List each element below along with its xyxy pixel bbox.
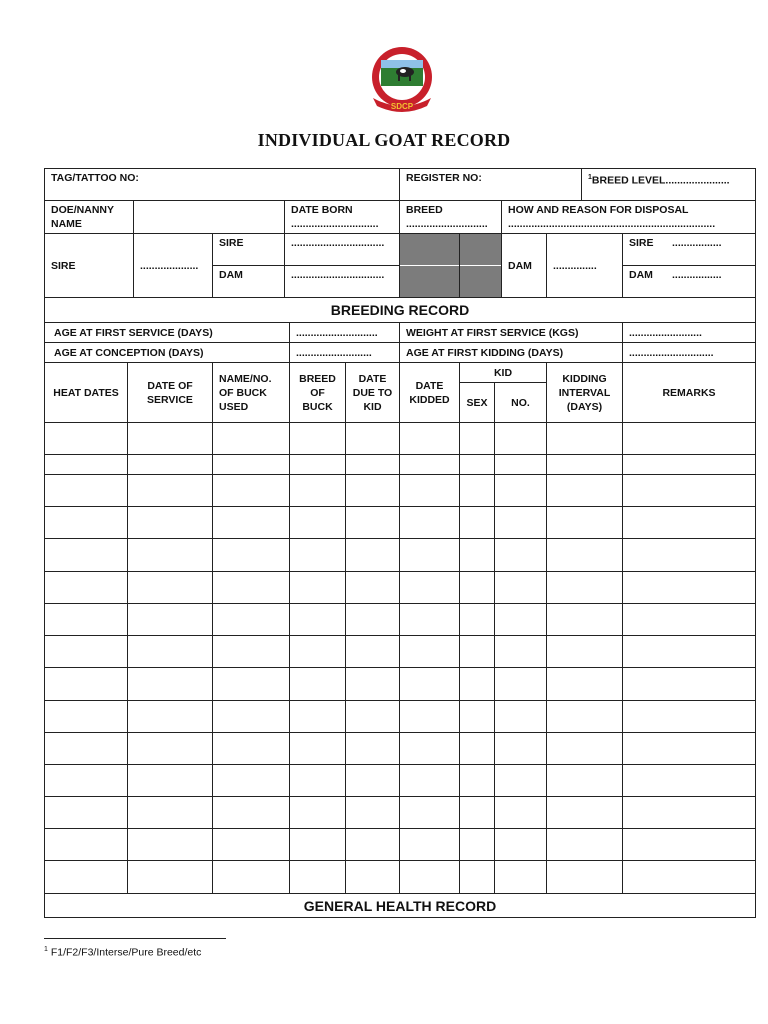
age-first-kidding-label: AGE AT FIRST KIDDING (DAYS) — [406, 346, 564, 359]
age-first-service-value[interactable]: ............................ — [296, 326, 378, 339]
page-title: INDIVIDUAL GOAT RECORD — [257, 130, 511, 150]
col-kid: KID — [493, 366, 513, 379]
date-born-label: DATE BORN — [291, 204, 353, 216]
shaded-cell — [460, 234, 501, 265]
age-conception-label: AGE AT CONCEPTION (DAYS) — [54, 346, 204, 359]
footnote-rule — [44, 938, 226, 939]
breed-level-field[interactable] — [582, 169, 755, 200]
col-name-of-buck: NAME/NO. OF BUCK USED — [219, 372, 272, 413]
col-breed-of-buck: BREED OF BUCK — [299, 372, 336, 413]
sire-dam-value[interactable]: ................................ — [291, 269, 385, 281]
footnote — [44, 946, 201, 959]
col-kid-sex: SEX — [466, 396, 488, 409]
doe-nanny-name-label: DOE/NANNY NAME — [51, 204, 114, 230]
breed-dots: ............................ — [406, 218, 488, 230]
col-heat-dates: HEAT DATES — [53, 386, 119, 399]
sire-sire-value[interactable]: ................................ — [291, 237, 385, 249]
dam-dam-label: DAM — [629, 269, 653, 281]
breed-level-label: BREED LEVEL...................... — [591, 174, 730, 187]
date-born-field[interactable] — [285, 201, 399, 233]
dam-label: DAM — [508, 259, 532, 272]
disposal-field[interactable] — [502, 201, 755, 233]
register-no-label: REGISTER NO: — [406, 172, 482, 184]
dam-value[interactable]: ............... — [553, 259, 597, 272]
breed-level-footnote-mark: 1 — [588, 174, 592, 181]
age-conception-value[interactable]: .......................... — [296, 346, 372, 359]
shaded-cell — [400, 266, 459, 297]
col-date-due-to-kid: DATE DUE TO KID — [352, 372, 393, 413]
tag-tattoo-field[interactable] — [45, 169, 399, 200]
shaded-cell — [400, 234, 459, 265]
sire-label: SIRE — [51, 259, 76, 272]
col-remarks: REMARKS — [662, 386, 716, 399]
sire-dam-label: DAM — [219, 269, 243, 281]
tag-tattoo-label: TAG/TATTOO NO: — [51, 172, 139, 184]
doe-nanny-name-input[interactable] — [134, 201, 284, 233]
col-date-kidded: DATE KIDDED — [409, 379, 450, 406]
date-born-dots: .............................. — [291, 218, 379, 230]
col-date-of-service: DATE OF SERVICE — [147, 379, 193, 406]
sire-sire-label: SIRE — [219, 237, 244, 249]
col-kid-no: NO. — [511, 396, 530, 409]
breeding-record-heading: BREEDING RECORD — [330, 302, 470, 318]
dam-sire-value[interactable]: ................. — [672, 237, 722, 249]
age-first-service-label: AGE AT FIRST SERVICE (DAYS) — [54, 326, 213, 339]
age-first-kidding-value[interactable]: ............................. — [629, 346, 714, 359]
breed-label: BREED — [406, 204, 443, 216]
footnote-mark: 1 — [44, 946, 48, 953]
footnote-text: F1/F2/F3/Interse/Pure Breed/etc — [50, 946, 202, 959]
general-health-record-heading: GENERAL HEALTH RECORD — [303, 897, 497, 914]
sire-value[interactable]: .................... — [140, 259, 199, 272]
weight-first-service-value[interactable]: ......................... — [629, 326, 702, 339]
dam-dam-value[interactable]: ................. — [672, 269, 722, 281]
weight-first-service-label: WEIGHT AT FIRST SERVICE (KGS) — [406, 326, 579, 339]
disposal-dots: ....................................................................... — [508, 218, 716, 230]
breed-field[interactable] — [400, 201, 501, 233]
shaded-cell — [460, 266, 501, 297]
col-kidding-interval: KIDDING INTERVAL (DAYS) — [558, 372, 611, 413]
logo-sdcp-text: SDCP — [390, 102, 414, 111]
register-no-field[interactable] — [400, 169, 581, 200]
dam-sire-label: SIRE — [629, 237, 654, 249]
disposal-label: HOW AND REASON FOR DISPOSAL — [508, 204, 689, 216]
